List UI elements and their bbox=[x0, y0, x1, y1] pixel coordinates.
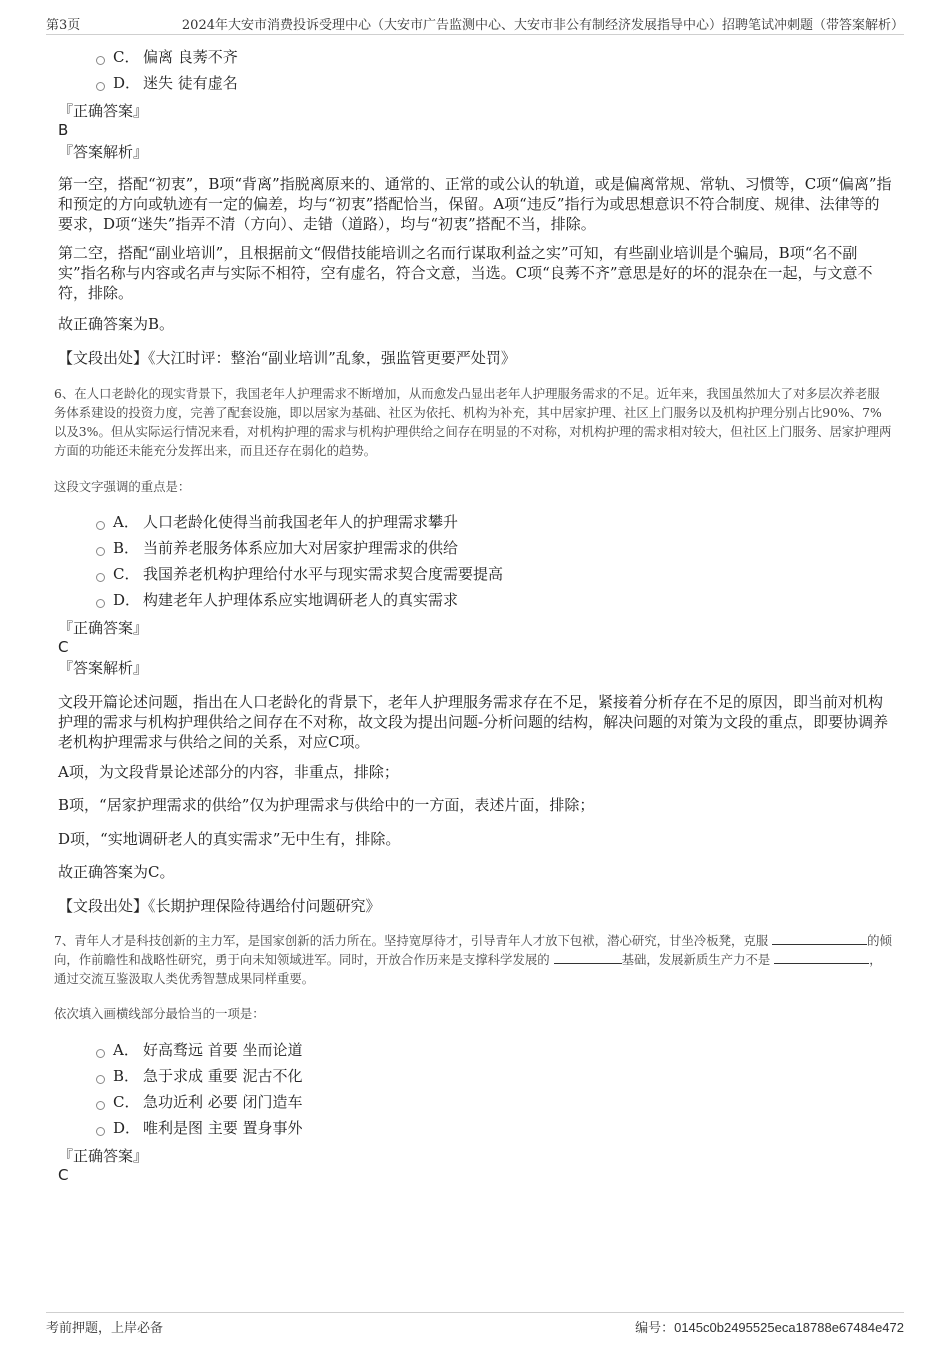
question-prompt: 这段文字强调的重点是： bbox=[54, 479, 191, 494]
question-prompt: 依次填入画横线部分最恰当的一项是： bbox=[54, 1006, 265, 1021]
document-title: 2024年大安市消费投诉受理中心（大安市广告监测中心、大安市非公有制经济发展指导中心）招聘笔试冲刺题（带答案解析） bbox=[181, 18, 904, 33]
source-citation: 【文段出处】《大江时评：整治“副业培训”乱象，强监管更要严处罚》 bbox=[58, 349, 516, 367]
blank-1[interactable] bbox=[772, 932, 867, 945]
footer-slogan: 考前押题，上岸必备 bbox=[46, 1321, 164, 1336]
page-footer bbox=[46, 1312, 904, 1341]
analysis-conclusion: 故正确答案为B。 bbox=[58, 315, 175, 333]
answer-label: 『正确答案』 bbox=[58, 1147, 149, 1165]
source-citation: 【文段出处】《长期护理保险待遇给付问题研究》 bbox=[58, 897, 381, 915]
radio-icon[interactable] bbox=[96, 599, 105, 608]
option-c[interactable]: C． 我国养老机构护理给付水平与现实需求契合度需要提高 bbox=[96, 563, 503, 585]
question-stem: 7、青年人才是科技创新的主力军，是国家创新的活力所在。坚持宽厚待才，引导青年人才放下包袱，潜心研究，甘坐冷板凳，克服 的倾向，作前瞻性和战略性研究，勇于向未知领域进军。同时，开放合作历来是支撑科学发展的 基础，发展新质生产力不是 ，通过交流互鉴汲取人类优秀智慧成果同样重要。 bbox=[54, 933, 892, 986]
radio-icon[interactable] bbox=[96, 82, 105, 91]
radio-icon[interactable] bbox=[96, 1101, 105, 1110]
option-d[interactable]: D． 构建老年人护理体系应实地调研老人的真实需求 bbox=[96, 589, 458, 611]
radio-icon[interactable] bbox=[96, 1075, 105, 1084]
answer-value: B bbox=[58, 121, 69, 139]
radio-icon[interactable] bbox=[96, 1049, 105, 1058]
option-c[interactable]: C． 急功近利 必要 闭门造车 bbox=[96, 1091, 303, 1113]
option-d[interactable]: D． 迷失 徒有虚名 bbox=[96, 72, 238, 94]
answer-label: 『正确答案』 bbox=[58, 619, 149, 637]
answer-label: 『正确答案』 bbox=[58, 102, 149, 120]
page-number: 第3页 bbox=[46, 18, 81, 33]
answer-value: C bbox=[58, 1166, 69, 1184]
analysis-paragraph: A项，为文段背景论述部分的内容，非重点，排除； bbox=[58, 763, 399, 781]
radio-icon[interactable] bbox=[96, 573, 105, 582]
blank-2[interactable] bbox=[554, 951, 622, 964]
radio-icon[interactable] bbox=[96, 521, 105, 530]
radio-icon[interactable] bbox=[96, 56, 105, 65]
analysis-label: 『答案解析』 bbox=[58, 659, 149, 677]
radio-icon[interactable] bbox=[96, 1127, 105, 1136]
option-c[interactable]: C． 偏离 良莠不齐 bbox=[96, 46, 238, 68]
option-d[interactable]: D． 唯利是图 主要 置身事外 bbox=[96, 1117, 303, 1139]
analysis-paragraph: 第一空，搭配“初衷”，B项“背离”指脱离原来的、通常的、正常的或公认的轨道，或是偏离常规、常轨、习惯等，C项“偏离”指和预定的方向或轨迹有一定的偏差，均与“初衷”搭配恰当，保留。A项“违反”指行为或思想意识不符合制度、规律、法律等的要求，D项“迷失”指弄不清（方向）、走错（道路），均与“初衷”搭配不当，排除。 bbox=[58, 175, 892, 233]
answer-value: C bbox=[58, 638, 69, 656]
page-header bbox=[46, 14, 904, 35]
blank-3[interactable] bbox=[774, 951, 869, 964]
analysis-paragraph: 文段开篇论述问题，指出在人口老龄化的背景下，老年人护理服务需求存在不足，紧接着分析存在不足的原因，即当前对机构护理的需求与机构护理供给之间存在不对称，故文段为提出问题-分析问题的结构，解决问题的对策为文段的重点，即要协调养老机构护理需求与供给之间的关系，对应C项。 bbox=[58, 693, 889, 751]
question-stem: 6、在人口老龄化的现实背景下，我国老年人护理需求不断增加，从而愈发凸显出老年人护理服务需求的不足。近年来，我国虽然加大了对多层次养老服务体系建设的投资力度，完善了配套设施，即以居家为基础、社区为依托、机构为补充，其中居家护理、社区上门服务以及机构护理分别占比90%、7%以及3%。但从实际运行情况来看，对机构护理的需求与机构护理供给之间存在明显的不对称，对机构护理的需求相对较大，但社区上门服务、居家护理两方面的功能还未能充分发挥出来，而且还存在弱化的趋势。 bbox=[54, 386, 892, 458]
analysis-paragraph: B项，“居家护理需求的供给”仅为护理需求与供给中的一方面，表述片面，排除； bbox=[58, 796, 595, 814]
option-b[interactable]: B． 急于求成 重要 泥古不化 bbox=[96, 1065, 303, 1087]
analysis-label: 『答案解析』 bbox=[58, 143, 149, 161]
option-b[interactable]: B． 当前养老服务体系应加大对居家护理需求的供给 bbox=[96, 537, 458, 559]
analysis-paragraph: D项，“实地调研老人的真实需求”无中生有，排除。 bbox=[58, 830, 401, 848]
document-id: 编号：0145c0b2495525eca18788e67484e472 bbox=[635, 1320, 904, 1336]
analysis-paragraph: 第二空，搭配“副业培训”，且根据前文“假借技能培训之名而行谋取利益之实”可知，有些副业培训是个骗局，B项“名不副实”指名称与内容或名声与实际不相符，空有虚名，符合文意，当选。C项“良莠不齐”意思是好的坏的混杂在一起，与文意不符，排除。 bbox=[58, 244, 873, 302]
radio-icon[interactable] bbox=[96, 547, 105, 556]
option-a[interactable]: A． 人口老龄化使得当前我国老年人的护理需求攀升 bbox=[96, 511, 458, 533]
analysis-conclusion: 故正确答案为C。 bbox=[58, 863, 175, 881]
option-a[interactable]: A． 好高骛远 首要 坐而论道 bbox=[96, 1039, 303, 1061]
